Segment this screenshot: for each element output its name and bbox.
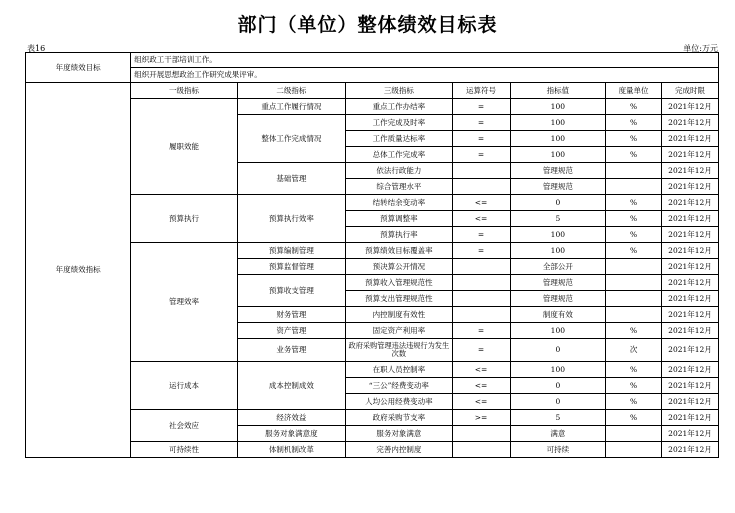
value-cell: 100	[510, 131, 606, 147]
deadline-cell: 2021年12月	[662, 426, 719, 442]
level2-cell: 业务管理	[237, 339, 346, 362]
level2-cell: 财务管理	[237, 307, 346, 323]
unit-cell: %	[606, 410, 662, 426]
deadline-cell: 2021年12月	[662, 99, 719, 115]
annual-indicators-label: 年度绩效指标	[26, 83, 131, 458]
deadline-cell: 2021年12月	[662, 227, 719, 243]
level2-cell: 基础管理	[237, 163, 346, 195]
operator-cell: >=	[452, 410, 510, 426]
deadline-cell: 2021年12月	[662, 195, 719, 211]
operator-cell: =	[452, 243, 510, 259]
level3-cell: 重点工作办结率	[346, 99, 452, 115]
deadline-cell: 2021年12月	[662, 179, 719, 195]
unit-cell: %	[606, 323, 662, 339]
unit-cell: %	[606, 243, 662, 259]
operator-cell: =	[452, 147, 510, 163]
unit-cell	[606, 291, 662, 307]
deadline-cell: 2021年12月	[662, 163, 719, 179]
deadline-cell: 2021年12月	[662, 442, 719, 458]
level1-cell: 社会效应	[131, 410, 237, 442]
value-cell: 管理规范	[510, 275, 606, 291]
level3-cell: 依法行政能力	[346, 163, 452, 179]
value-cell: 管理规范	[510, 163, 606, 179]
deadline-cell: 2021年12月	[662, 211, 719, 227]
value-cell: 0	[510, 339, 606, 362]
value-cell: 管理规范	[510, 291, 606, 307]
value-cell: 0	[510, 394, 606, 410]
value-cell: 可持续	[510, 442, 606, 458]
unit-cell: %	[606, 195, 662, 211]
unit-cell: %	[606, 131, 662, 147]
level2-cell: 预算执行效率	[237, 195, 346, 243]
annual-goal-line-1: 组织政工干部培训工作。	[131, 53, 719, 68]
level3-cell: 预算执行率	[346, 227, 452, 243]
operator-cell: <=	[452, 211, 510, 227]
level3-cell: 政府采购管理违法违规行为发生次数	[346, 339, 452, 362]
level3-cell: 总体工作完成率	[346, 147, 452, 163]
column-header-level1: 一级指标	[131, 83, 237, 99]
deadline-cell: 2021年12月	[662, 339, 719, 362]
unit-cell: %	[606, 99, 662, 115]
level1-cell: 可持续性	[131, 442, 237, 458]
unit-cell: 次	[606, 339, 662, 362]
value-cell: 100	[510, 362, 606, 378]
level3-cell: 政府采购节支率	[346, 410, 452, 426]
operator-cell: =	[452, 131, 510, 147]
level3-cell: 预算收入管理规范性	[346, 275, 452, 291]
unit-cell	[606, 163, 662, 179]
level3-cell: 结转结余变动率	[346, 195, 452, 211]
operator-cell	[452, 179, 510, 195]
deadline-cell: 2021年12月	[662, 307, 719, 323]
column-header-deadline: 完成时限	[662, 83, 719, 99]
level3-cell: 完善内控制度	[346, 442, 452, 458]
level2-cell: 服务对象满意度	[237, 426, 346, 442]
value-cell: 5	[510, 410, 606, 426]
level1-cell: 履职效能	[131, 99, 237, 195]
annual-goal-line-2: 组织开展思想政治工作研究成果评审。	[131, 68, 719, 83]
table-number: 表16	[27, 44, 46, 53]
level2-cell: 经济效益	[237, 410, 346, 426]
deadline-cell: 2021年12月	[662, 323, 719, 339]
unit-cell: %	[606, 394, 662, 410]
operator-cell	[452, 442, 510, 458]
level3-cell: 服务对象满意	[346, 426, 452, 442]
deadline-cell: 2021年12月	[662, 243, 719, 259]
page-title: 部门（单位）整体绩效目标表	[237, 14, 498, 36]
column-header-unit: 度量单位	[606, 83, 662, 99]
operator-cell: <=	[452, 394, 510, 410]
operator-cell: =	[452, 115, 510, 131]
column-header-level2: 二级指标	[237, 83, 346, 99]
deadline-cell: 2021年12月	[662, 275, 719, 291]
value-cell: 100	[510, 323, 606, 339]
unit-cell	[606, 259, 662, 275]
level3-cell: 预算调整率	[346, 211, 452, 227]
value-cell: 0	[510, 195, 606, 211]
unit-cell	[606, 442, 662, 458]
value-cell: 管理规范	[510, 179, 606, 195]
deadline-cell: 2021年12月	[662, 362, 719, 378]
level3-cell: 预算绩效目标覆盖率	[346, 243, 452, 259]
operator-cell	[452, 307, 510, 323]
column-header-value: 指标值	[510, 83, 606, 99]
level1-cell: 预算执行	[131, 195, 237, 243]
unit-cell: %	[606, 211, 662, 227]
operator-cell	[452, 426, 510, 442]
level2-cell: 体制机制改革	[237, 442, 346, 458]
unit-cell: %	[606, 227, 662, 243]
level3-cell: 人均公用经费变动率	[346, 394, 452, 410]
operator-cell	[452, 275, 510, 291]
value-cell: 100	[510, 243, 606, 259]
deadline-cell: 2021年12月	[662, 410, 719, 426]
operator-cell: =	[452, 227, 510, 243]
deadline-cell: 2021年12月	[662, 147, 719, 163]
level1-cell: 管理效率	[131, 243, 237, 362]
level2-cell: 预算收支管理	[237, 275, 346, 307]
deadline-cell: 2021年12月	[662, 115, 719, 131]
operator-cell: <=	[452, 378, 510, 394]
unit-cell	[606, 179, 662, 195]
deadline-cell: 2021年12月	[662, 394, 719, 410]
level2-cell: 预算监督管理	[237, 259, 346, 275]
value-cell: 全部公开	[510, 259, 606, 275]
deadline-cell: 2021年12月	[662, 378, 719, 394]
value-cell: 100	[510, 99, 606, 115]
unit-cell: %	[606, 378, 662, 394]
level3-cell: 工作完成及时率	[346, 115, 452, 131]
annual-goal-label: 年度绩效目标	[26, 53, 131, 83]
operator-cell: <=	[452, 195, 510, 211]
deadline-cell: 2021年12月	[662, 291, 719, 307]
operator-cell	[452, 259, 510, 275]
operator-cell	[452, 291, 510, 307]
level3-cell: “三公”经费变动率	[346, 378, 452, 394]
level3-cell: 内控制度有效性	[346, 307, 452, 323]
operator-cell: =	[452, 99, 510, 115]
currency-unit: 单位:万元	[683, 44, 718, 53]
value-cell: 5	[510, 211, 606, 227]
unit-cell: %	[606, 362, 662, 378]
value-cell: 100	[510, 227, 606, 243]
deadline-cell: 2021年12月	[662, 259, 719, 275]
operator-cell: =	[452, 339, 510, 362]
unit-cell: %	[606, 147, 662, 163]
value-cell: 100	[510, 115, 606, 131]
value-cell: 0	[510, 378, 606, 394]
level2-cell: 预算编制管理	[237, 243, 346, 259]
deadline-cell: 2021年12月	[662, 131, 719, 147]
unit-cell	[606, 426, 662, 442]
level3-cell: 预算支出管理规范性	[346, 291, 452, 307]
level3-cell: 预决算公开情况	[346, 259, 452, 275]
unit-cell: %	[606, 115, 662, 131]
level1-cell: 运行成本	[131, 362, 237, 410]
level3-cell: 综合管理水平	[346, 179, 452, 195]
unit-cell	[606, 307, 662, 323]
column-header-operator: 运算符号	[452, 83, 510, 99]
operator-cell	[452, 163, 510, 179]
level3-cell: 工作质量达标率	[346, 131, 452, 147]
level3-cell: 在职人员控制率	[346, 362, 452, 378]
unit-cell	[606, 275, 662, 291]
level2-cell: 重点工作履行情况	[237, 99, 346, 115]
level3-cell: 固定资产利用率	[346, 323, 452, 339]
operator-cell: =	[452, 323, 510, 339]
value-cell: 满意	[510, 426, 606, 442]
value-cell: 100	[510, 147, 606, 163]
value-cell: 制度有效	[510, 307, 606, 323]
operator-cell: <=	[452, 362, 510, 378]
column-header-level3: 三级指标	[346, 83, 452, 99]
performance-target-table	[25, 52, 719, 458]
level2-cell: 资产管理	[237, 323, 346, 339]
level2-cell: 整体工作完成情况	[237, 115, 346, 163]
level2-cell: 成本控制成效	[237, 362, 346, 410]
